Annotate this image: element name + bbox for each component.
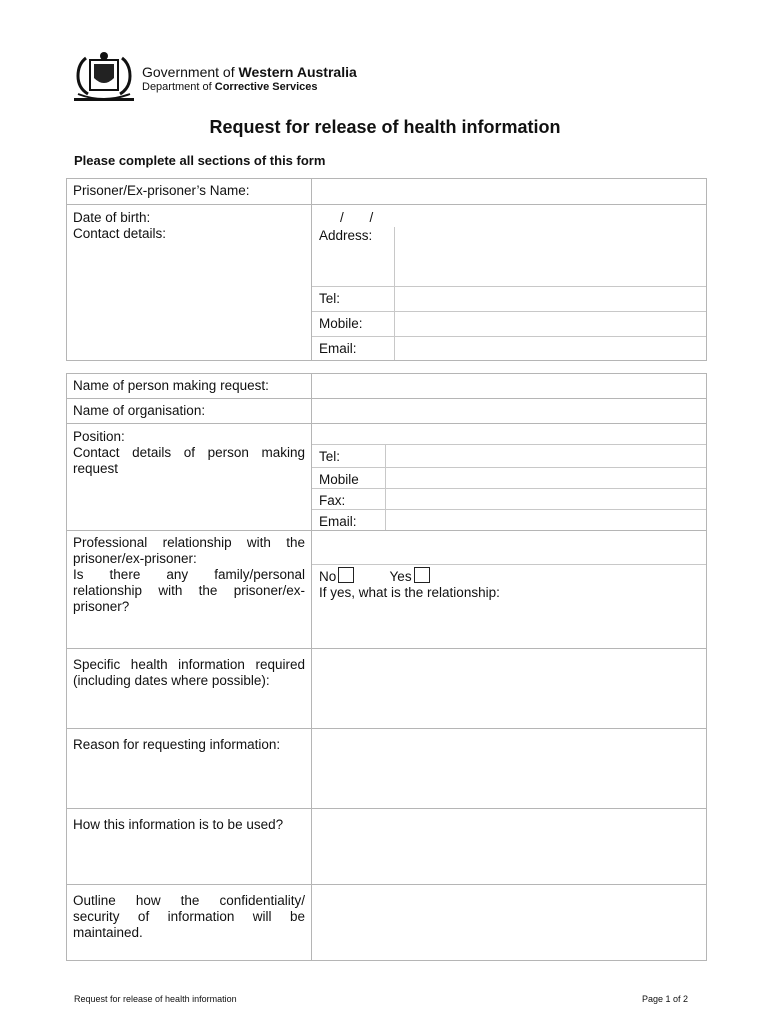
requester-email-field[interactable]: [385, 509, 706, 530]
position-field[interactable]: [312, 424, 706, 445]
dob-contact-value-cell: [312, 205, 707, 361]
email-field[interactable]: [394, 336, 706, 360]
tel-field[interactable]: [394, 286, 706, 311]
specific-info-label: Specific health information required (including dates where possible):: [67, 649, 312, 729]
reason-label: Reason for requesting information:: [67, 729, 312, 809]
requester-contact-label: Contact details of person making request: [73, 445, 305, 476]
position-contact-label-cell: [67, 424, 312, 531]
reason-field[interactable]: [312, 729, 707, 809]
dob-contact-label-cell: [67, 205, 312, 361]
email-label: Email:: [312, 336, 394, 360]
relationship-label-cell: [67, 531, 312, 649]
yes-checkbox[interactable]: [414, 567, 430, 583]
if-yes-label: If yes, what is the relationship:: [319, 585, 500, 600]
how-used-label: How this information is to be used?: [67, 809, 312, 885]
professional-relationship-field[interactable]: [312, 531, 706, 565]
address-field[interactable]: [394, 227, 706, 286]
requester-name-field[interactable]: [312, 374, 707, 399]
requester-email-label: Email:: [312, 509, 385, 530]
requester-tel-label: Tel:: [312, 445, 385, 467]
requester-details-table: [66, 373, 707, 961]
requester-fax-label: Fax:: [312, 488, 385, 509]
dob-label: Date of birth:: [73, 210, 151, 225]
no-checkbox[interactable]: [338, 567, 354, 583]
footer-page-number: Page 1 of 2: [641, 994, 688, 1004]
footer-document-title: Request for release of health information: [74, 994, 237, 1004]
confidentiality-field[interactable]: [312, 885, 707, 961]
prisoner-name-field[interactable]: [312, 179, 707, 205]
position-contact-value-cell: [312, 424, 707, 531]
coat-of-arms-icon: [72, 50, 136, 108]
professional-relationship-label: Professional relationship with the prisoner/ex-prisoner:: [73, 535, 305, 566]
government-name: Government of Western Australia: [142, 64, 357, 80]
mobile-field[interactable]: [394, 311, 706, 336]
yes-label: Yes: [389, 569, 412, 584]
organisation-label: Name of organisation:: [67, 399, 312, 424]
requester-tel-field[interactable]: [385, 445, 706, 467]
tel-label: Tel:: [312, 286, 394, 311]
mobile-label: Mobile:: [312, 311, 394, 336]
specific-info-field[interactable]: [312, 649, 707, 729]
no-label: No: [319, 569, 337, 584]
confidentiality-label: Outline how the confidentiality/ security of information will be maintained.: [67, 885, 312, 961]
requester-fax-field[interactable]: [385, 488, 706, 509]
page-title: Request for release of health information: [209, 117, 561, 137]
form-instruction: Please complete all sections of this form: [74, 153, 326, 168]
prisoner-name-label: Prisoner/Ex-prisoner’s Name:: [67, 179, 312, 205]
requester-contact-table: [312, 445, 706, 530]
family-relationship-options: [312, 565, 706, 601]
relationship-value-cell: [312, 531, 707, 649]
requester-mobile-field[interactable]: [385, 467, 706, 488]
contact-details-label: Contact details:: [73, 226, 167, 241]
prisoner-contact-table: [312, 227, 706, 360]
how-used-field[interactable]: [312, 809, 707, 885]
requester-mobile-label: Mobile: [312, 467, 385, 488]
prisoner-details-table: [66, 178, 707, 361]
requester-name-label: Name of person making request:: [67, 374, 312, 399]
dob-field[interactable]: / /: [340, 210, 374, 225]
organisation-field[interactable]: [312, 399, 707, 424]
department-name: Department of Corrective Services: [142, 81, 318, 93]
family-relationship-label: Is there any family/personal relationship with the prisoner/ex-prisoner?: [73, 567, 305, 614]
address-label: Address:: [312, 227, 394, 286]
position-label: Position:: [73, 429, 125, 444]
